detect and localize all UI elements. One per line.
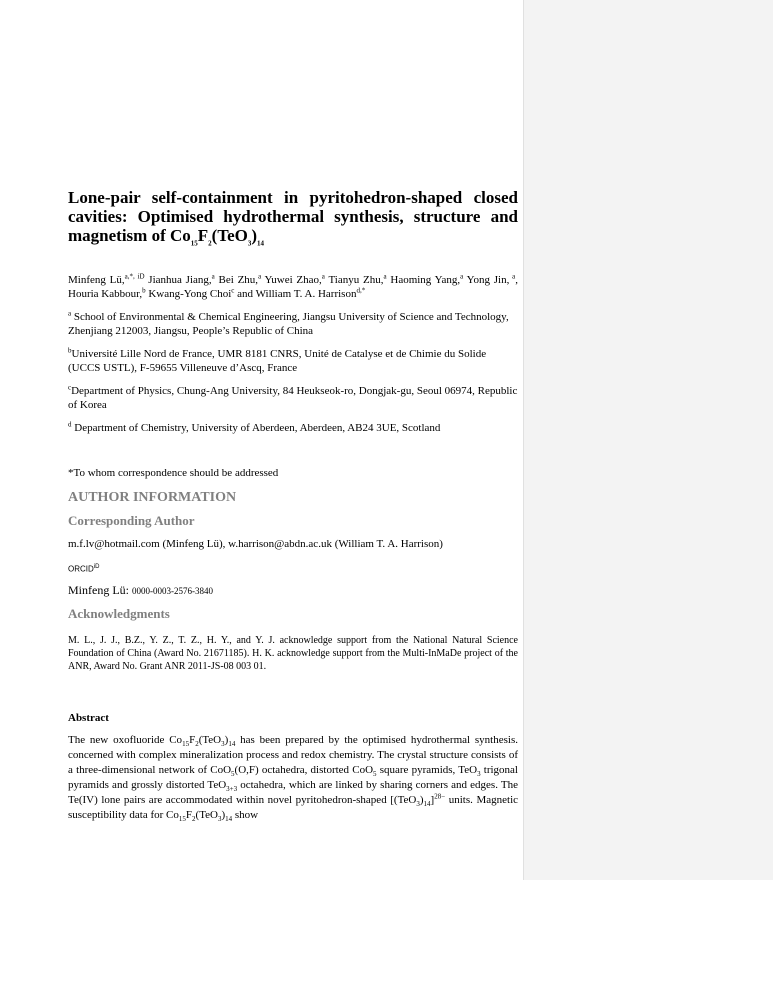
title-text: Lone-pair self-containment in pyritohedron-shaped closed cavities: Optimised hydrothermal synthesis, structure and magnetism of xyxy=(68,188,518,245)
author: Minfeng Lü,$^{a,*, iD}$ xyxy=(68,272,145,286)
author: Tianyu Zhu,$^a$ xyxy=(328,272,387,286)
abstract-heading: Abstract xyxy=(68,711,109,724)
corresponding-author-heading: Corresponding Author xyxy=(68,513,195,528)
author-list: Minfeng Lü,$^{a,*, iD}$ Jianhua Jiang,$^a$ Bei Zhu,$^a$ Yuwei Zhao,$^a$ Tianyu Zhu,$^a$ Haoming Yang,$^a$ Yong Jin, $^a$, Houria Kabbour,$^b$ Kwang-Yong Choi$^c$ and William T. A. Harrison$^{d,*}$ xyxy=(68,272,518,300)
title-formula-f: F xyxy=(197,226,209,245)
comment-pane[interactable] xyxy=(523,0,773,880)
title-formula-teo: (TeO xyxy=(211,226,248,245)
author: Haoming Yang,$^a$ xyxy=(386,272,464,286)
acknowledgments-text: M. L., J. J., B.Z., Y. Z., T. Z., H. Y., and Y. J. acknowledge support from the National Natural Science Foundation of China (Award No. 21671185). H. K. acknowledge support from the Multi-InMaDe project of the ANR, Award No. Grant ANR 2011-JS-08 003 01. xyxy=(68,634,518,672)
affiliation-b: $^b$Université Lille Nord de France, UMR 8181 CNRS, Unité de Catalyse et de Chimie du Solide (UCCS USTL), F-59655 Villeneuve d’Ascq, France xyxy=(68,346,487,374)
author: Yong Jin, $^a$ xyxy=(463,272,516,286)
author: Houria Kabbour,$^b$ xyxy=(68,286,146,300)
orcid-label: $ORCID^{iD}$ xyxy=(68,564,100,574)
title-formula-paren-sub: 14 xyxy=(257,239,265,248)
author: and William T. A. Harrison$^{d,*}$ xyxy=(234,286,366,300)
author-information-heading: AUTHOR INFORMATION xyxy=(68,490,237,505)
acknowledgments-heading: Acknowledgments xyxy=(68,605,170,621)
affiliation-d: $^d$ Department of Chemistry, University of Aberdeen, Aberdeen, AB24 3UE, Scotland xyxy=(68,420,441,434)
title-formula-co-sub: 15 xyxy=(190,239,198,248)
title-formula-teo-sub: 3 xyxy=(247,239,252,248)
affiliation-c: $^c$Department of Physics, Chung-Ang University, 84 Heukseok-ro, Dongjak-gu, Seoul 06974, Republic of Korea xyxy=(68,383,518,411)
correspondence-note: *To whom correspondence should be addressed xyxy=(68,467,279,479)
title-formula-co: Co xyxy=(169,226,191,245)
email-link[interactable]: w.harrison@abdn.ac.uk xyxy=(225,538,332,550)
title-formula-paren: ) xyxy=(251,226,258,245)
paper-title xyxy=(68,188,518,248)
author: Jianhua Jiang,$^a$ xyxy=(144,272,215,286)
title-formula-f-sub: 2 xyxy=(208,239,212,248)
orcid-number[interactable]: 0000-0003-2576-3840 xyxy=(132,585,213,596)
orcid-icon: iD xyxy=(93,564,100,570)
orcid-line: Minfeng Lü: 0000-0003-2576-3840 xyxy=(68,582,213,597)
abstract-text: The new oxofluoride $Co_{15}F_2(TeO_3)_{14}$ has been prepared by the optimised hydrothermal synthesis. concerned with complex mineralization process and redox chemistry. The crystal structure consists of a three-dimensional network of CoO$_5$(O,F) octahedra, distorted CoO$_5$ square pyramids, TeO$_3$ trigonal pyramids and grossly distorted TeO$_{3+3}$ octahedra, which are linked by sharing corners and edges. The Te(IV) lone pairs are accommodated within novel pyritohedron-shaped $[(TeO_3)_{14}]^{28-}$ units. Magnetic susceptibility data for $Co_{15}F_2(TeO_3)_{14}$ show xyxy=(68,733,519,823)
paper-content xyxy=(68,188,518,823)
email-line: m.f.lv@hotmail.com (Minfeng Lü), w.harrison@abdn.ac.uk (William T. A. Harrison) xyxy=(68,538,443,550)
email-link[interactable]: m.f.lv@hotmail.com xyxy=(68,538,160,550)
affiliation-a: $^a$ School of Environmental & Chemical Engineering, Jiangsu University of Science and Technology, Zhenjiang 212003, Jiangsu, People’s Republic of China xyxy=(68,309,509,337)
author: Yuwei Zhao,$^a$ xyxy=(261,272,325,286)
author: Kwang-Yong Choi$^c$ xyxy=(145,286,235,300)
author: Bei Zhu,$^a$ xyxy=(214,272,262,286)
